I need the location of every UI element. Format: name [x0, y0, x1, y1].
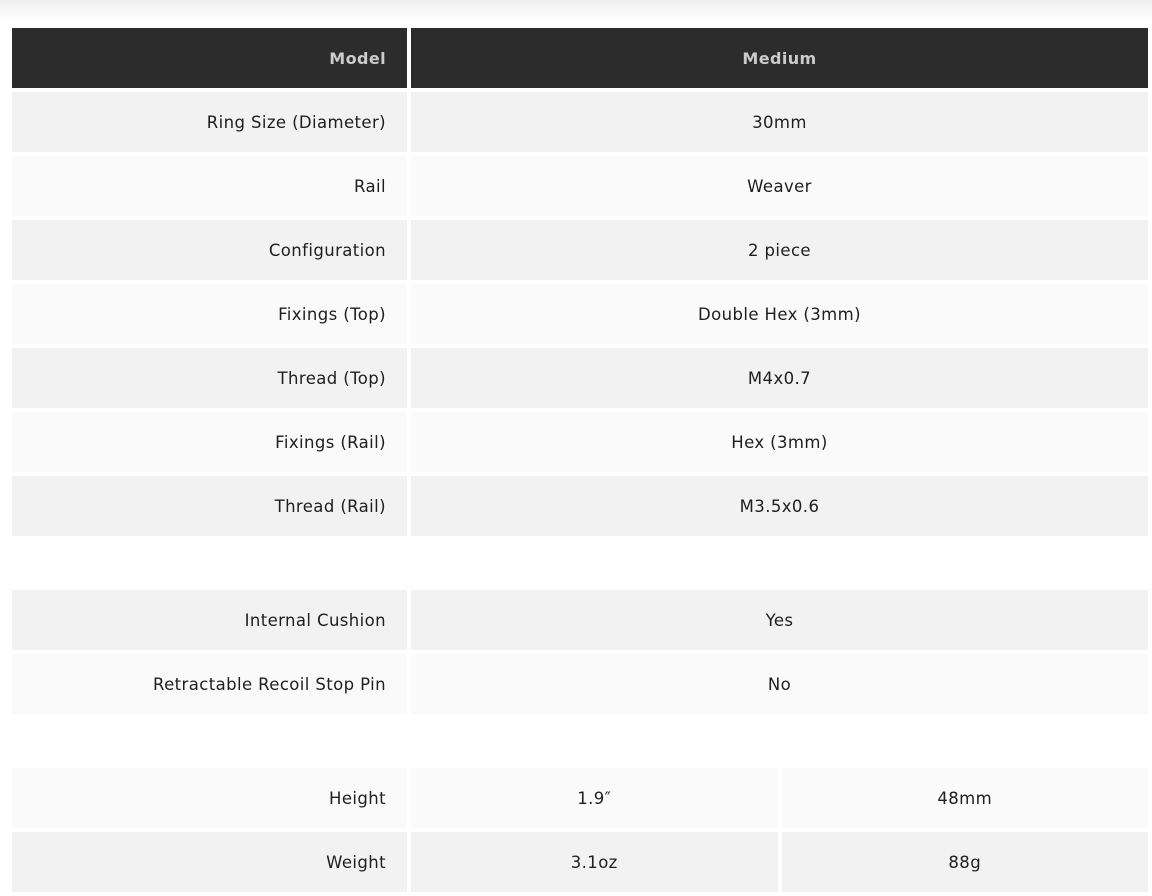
feature-label: Retractable Recoil Stop Pin [12, 654, 407, 714]
spec-label: Fixings (Rail) [12, 412, 407, 472]
feature-value: No [411, 654, 1148, 714]
spec-label: Configuration [12, 220, 407, 280]
features-table [12, 590, 1148, 718]
spec-label: Fixings (Top) [12, 284, 407, 344]
dimension-label: Height [12, 768, 407, 828]
spec-value: Double Hex (3mm) [411, 284, 1148, 344]
table-row [12, 768, 1148, 828]
metric-value: 88g [782, 832, 1149, 892]
table-row [12, 220, 1148, 280]
spec-label: Rail [12, 156, 407, 216]
model-header-value: Medium [411, 28, 1148, 88]
table-row [12, 156, 1148, 216]
imperial-value: 1.9″ [411, 768, 778, 828]
dimension-label: Weight [12, 832, 407, 892]
table-row [12, 832, 1148, 892]
table-row [12, 654, 1148, 714]
spec-value: Hex (3mm) [411, 412, 1148, 472]
spec-label: Thread (Rail) [12, 476, 407, 536]
imperial-value: 3.1oz [411, 832, 778, 892]
feature-label: Internal Cushion [12, 590, 407, 650]
table-row [12, 348, 1148, 408]
table-row [12, 590, 1148, 650]
spec-value: Weaver [411, 156, 1148, 216]
table-header-row [12, 28, 1148, 88]
table-row [12, 476, 1148, 536]
specs-table [12, 28, 1148, 540]
spec-value: 2 piece [411, 220, 1148, 280]
spec-value: M3.5x0.6 [411, 476, 1148, 536]
spec-value: 30mm [411, 92, 1148, 152]
spec-label: Thread (Top) [12, 348, 407, 408]
table-row [12, 92, 1148, 152]
metric-value: 48mm [782, 768, 1149, 828]
table-row [12, 284, 1148, 344]
feature-value: Yes [411, 590, 1148, 650]
spec-label: Ring Size (Diameter) [12, 92, 407, 152]
spec-value: M4x0.7 [411, 348, 1148, 408]
dimensions-table [12, 768, 1148, 896]
table-row [12, 412, 1148, 472]
model-header-label: Model [12, 28, 407, 88]
top-shadow [0, 0, 1152, 22]
